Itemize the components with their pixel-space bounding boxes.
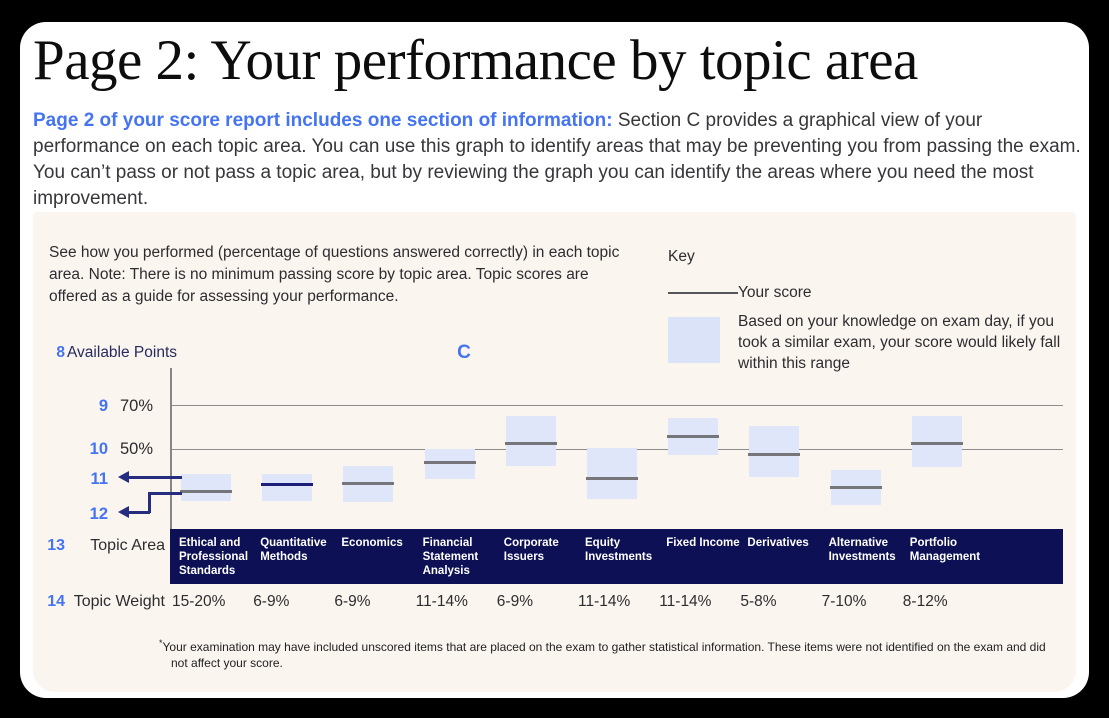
- intro-lead: Page 2 of your score report includes one section of information:: [33, 110, 613, 131]
- topic-area-name: Alternative Investments: [828, 537, 896, 563]
- score-range-box: [506, 416, 556, 466]
- your-score-line: [342, 482, 394, 485]
- arrow-11-head-icon: [118, 471, 129, 483]
- score-range-box: [425, 449, 475, 479]
- topic-weight-value: 6-9%: [496, 593, 533, 610]
- topic-weight-value: 6-9%: [334, 593, 371, 610]
- your-score-line: [424, 461, 476, 464]
- your-score-line: [911, 442, 963, 445]
- annotation-12: 12: [89, 505, 108, 523]
- topic-weight-value: 8-12%: [902, 593, 948, 610]
- your-score-line: [180, 490, 232, 493]
- annotation-13: 13: [47, 537, 65, 554]
- score-range-box: [587, 448, 637, 499]
- available-points-label: Available Points: [67, 344, 178, 361]
- topic-weight-value: 7-10%: [821, 593, 867, 610]
- key-title: Key: [668, 248, 695, 265]
- topic-area-name: Quantitative Methods: [260, 537, 327, 563]
- topic-area-name: Equity Investments: [585, 537, 653, 563]
- your-score-line: [505, 442, 557, 445]
- topic-weight-value: 5-8%: [740, 593, 777, 610]
- score-range-box: [262, 474, 312, 500]
- topic-area-name: Economics: [341, 537, 403, 549]
- topic-weight-value: 11-14%: [415, 593, 468, 610]
- ytick-70: 70%: [120, 397, 154, 415]
- report-card: [20, 22, 1089, 698]
- arrow-12-line-top: [148, 492, 182, 495]
- topic-area-label: Topic Area: [90, 537, 165, 554]
- annotation-14: 14: [47, 593, 65, 610]
- your-score-line: [667, 435, 719, 438]
- topic-area-name: Portfolio Management: [909, 537, 981, 563]
- intro-paragraph: [33, 108, 1081, 212]
- topic-area-name: Corporate Issuers: [503, 537, 559, 563]
- topic-area-name: Fixed Income: [666, 537, 740, 549]
- your-score-line: [261, 483, 313, 486]
- intro-body: Section C provides a graphical view of your performance on each topic area. You can use this graph to identify areas that may be preventing you from passing the exam. You can’t pass or not pass a topic area, but by reviewing the graph you can identify the areas where you need the most improvement.: [33, 110, 1081, 209]
- topic-area-name: Derivatives: [747, 537, 809, 549]
- gridline-70: [170, 405, 1063, 406]
- your-score-line: [586, 477, 638, 480]
- annotation-9: 9: [98, 397, 108, 415]
- footnote-text: Your examination may have included unscored items that are placed on the exam to gather statistical information. These items were not identified on the exam and did not affect your score.: [162, 640, 1046, 670]
- page-title: Page 2: Your performance by topic area: [33, 29, 918, 92]
- annotation-11: 11: [90, 470, 108, 488]
- score-range-box: [749, 426, 799, 477]
- topic-score-chart: [170, 365, 1063, 529]
- key-your-score-label: Your score: [738, 284, 812, 301]
- topic-weight-value: 11-14%: [659, 593, 712, 610]
- topic-weight-label: Topic Weight: [73, 593, 165, 610]
- topic-area-name: Financial Statement Analysis: [422, 537, 479, 577]
- topic-area-band: [170, 529, 1063, 584]
- topic-area-name: Ethical and Professional Standards: [179, 537, 249, 577]
- your-score-line: [830, 486, 882, 489]
- score-range-swatch: [668, 317, 720, 363]
- topic-weight-value: 15-20%: [172, 593, 226, 610]
- arrow-12-line-bottom: [128, 511, 150, 514]
- score-chart-panel: [33, 212, 1076, 692]
- arrow-12-line-vertical: [148, 492, 151, 513]
- annotation-10: 10: [89, 440, 108, 458]
- footnote: [159, 636, 1064, 671]
- footnote-asterisk: *: [159, 638, 163, 648]
- score-range-box: [181, 474, 231, 500]
- key-range-label: Based on your knowledge on exam day, if you took a similar exam, your score would likely fall within this range: [738, 313, 1061, 372]
- topic-weight-value: 11-14%: [578, 593, 631, 610]
- y-axis-line: [170, 368, 172, 529]
- your-score-line-swatch: [668, 292, 738, 294]
- panel-description: See how you performed (percentage of questions answered correctly) in each topic area. Note: There is no minimum passing score by topic area. Topic scores are offered as a guide for assessing your performance.: [49, 244, 620, 305]
- ytick-50: 50%: [120, 440, 154, 458]
- annotation-8: 8: [56, 344, 65, 361]
- arrow-12-head-icon: [118, 506, 129, 518]
- arrow-11-line: [128, 476, 182, 479]
- topic-weight-value: 6-9%: [253, 593, 290, 610]
- your-score-line: [748, 453, 800, 456]
- section-c-label: C: [457, 342, 471, 363]
